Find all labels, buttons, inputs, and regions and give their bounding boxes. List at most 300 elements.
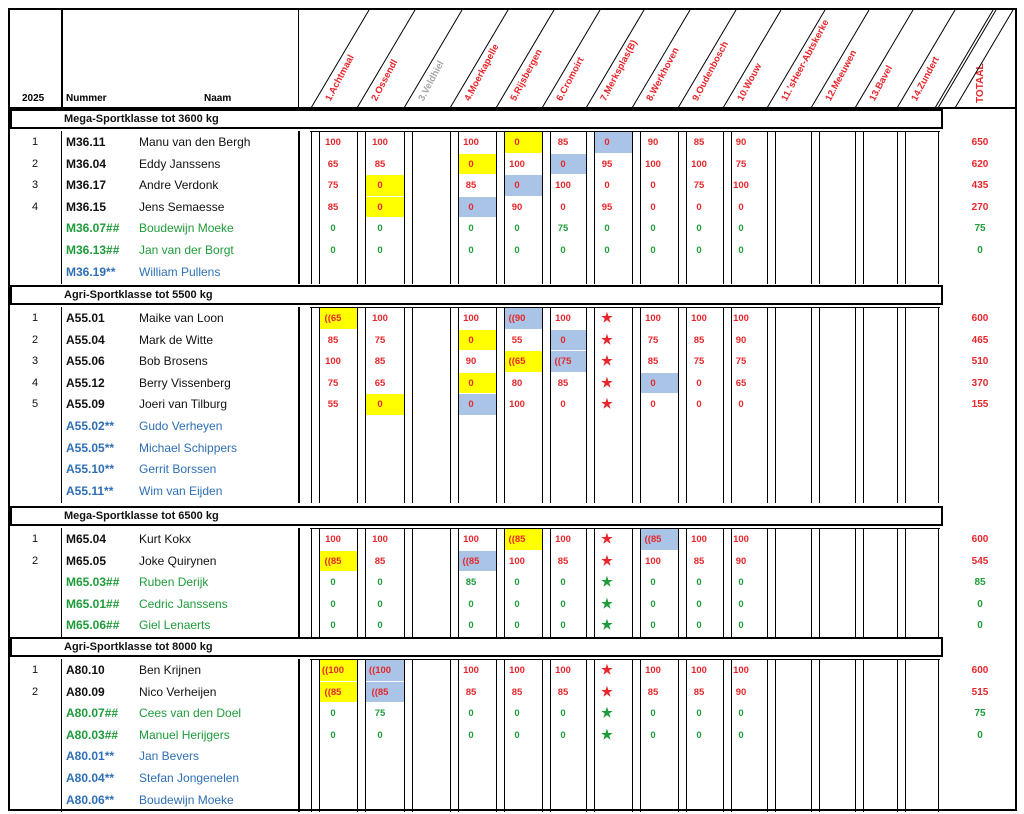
row-nummer: A55.10** [66,462,115,477]
row-total: 0 [977,245,983,256]
score-cell: 100 [463,313,479,324]
score-cell: 0 [650,180,656,192]
score-cell: 100 [733,180,749,192]
header-diagonal-line [311,10,369,108]
table-row [0,528,1024,550]
table-row [0,372,1024,394]
score-cell: 0 [377,577,383,589]
table-row [0,307,1024,329]
score-cell: ★ [601,574,613,590]
header-diagonal-line [404,10,462,108]
score-cell: 90 [647,137,659,148]
table-row [0,196,1024,218]
score-cell: ★ [601,683,613,699]
score-cell: 65 [374,377,386,389]
table-row [0,437,1024,459]
score-cell: 100 [372,313,388,324]
score-cell: 85 [557,377,569,389]
score-cell: 75 [327,377,339,389]
row-total: 270 [971,201,989,213]
row-rank: 4 [32,376,39,389]
row-nummer: A55.01 [66,311,105,325]
score-cell: 65 [735,377,747,389]
header-diagonal-line [855,10,913,108]
race-label-1: 1.Achtmaal [323,53,357,103]
header-year: 2025 [22,93,45,104]
row-rank: 2 [32,333,39,346]
score-cell: 0 [468,620,474,632]
row-total: 600 [971,534,989,545]
score-cell: ★ [601,726,613,742]
score-cell: 0 [560,577,566,589]
score-cell: 0 [377,598,383,610]
row-total: 600 [971,665,989,676]
row-rank: 2 [32,157,39,170]
score-cell: 100 [509,555,525,567]
score-cell: 75 [647,334,659,346]
score-cell: 0 [514,223,520,235]
col-nummer-line [61,8,63,108]
score-cell: 90 [735,686,747,698]
score-cell: 90 [735,137,747,148]
row-naam: William Pullens [139,264,221,279]
score-cell: 0 [514,729,520,741]
table-row [0,239,1024,261]
score-cell: ★ [601,617,613,633]
score-cell: 0 [696,201,702,213]
row-nummer: M36.15 [66,199,107,214]
score-cell: 100 [733,665,749,676]
row-naam: Giel Lenaerts [139,618,211,633]
table-row [0,550,1024,572]
row-total: 75 [974,223,986,235]
row-naam: Cees van den Doel [139,706,242,721]
row-nummer: A80.01** [66,749,115,764]
score-cell: 0 [468,399,474,411]
row-naam: Maike van Loon [139,311,224,325]
row-nummer: M36.11 [66,135,106,149]
header-totaal: TOTAAL [975,63,986,103]
row-naam: Manu van den Bergh [139,135,251,149]
section-title: Mega-Sportklasse tot 6500 kg [64,510,219,522]
row-naam: Andre Verdonk [139,178,219,193]
score-cell: 0 [468,729,474,741]
score-cell: 0 [738,223,744,235]
score-cell: 0 [650,245,656,256]
row-total: 620 [971,158,989,170]
score-cell: 0 [514,577,520,589]
score-cell: ★ [601,374,613,390]
score-cell: 0 [650,201,656,213]
score-cell: 100 [555,313,571,324]
score-cell: 75 [693,356,705,368]
score-cell: 85 [511,686,523,698]
score-cell: 0 [696,620,702,632]
row-total: 75 [974,708,986,720]
table-row [0,659,1024,681]
score-cell: 100 [691,534,707,545]
score-cell: 0 [468,708,474,720]
score-cell: 75 [327,180,339,192]
score-cell: 0 [377,180,383,192]
row-naam: Kurt Kokx [139,532,192,546]
row-rank: 5 [32,398,39,411]
score-cell: 75 [735,158,747,170]
score-cell: 0 [604,137,610,148]
score-cell: 90 [511,201,523,213]
row-nummer: M36.19** [66,264,116,279]
score-cell: 0 [604,180,610,192]
row-nummer: M36.07## [66,221,120,236]
race-label-14: 14.Zundert [909,54,942,103]
score-cell: 75 [735,356,747,368]
score-cell: 100 [645,555,661,567]
row-rank: 1 [32,533,39,545]
header-diagonal-line [723,10,781,108]
section-title: Mega-Sportklasse tot 3600 kg [64,113,219,125]
score-cell: 0 [696,377,702,389]
row-rank: 3 [32,179,39,192]
score-cell: 85 [557,555,569,567]
table-row [0,614,1024,636]
score-cell: ((85 [508,534,526,545]
row-total: 370 [971,377,989,389]
score-cell: 95 [601,201,613,213]
score-cell: 0 [377,245,383,256]
score-cell: 0 [377,620,383,632]
score-cell: 100 [645,313,661,324]
row-total: 0 [977,729,983,741]
row-nummer: M36.17 [66,178,107,193]
score-cell: 0 [738,729,744,741]
score-cell: 85 [647,686,659,698]
score-cell: ((75 [554,356,572,368]
score-cell: 0 [650,577,656,589]
score-cell: 0 [650,729,656,741]
score-cell: ★ [601,595,613,611]
score-cell: ((85 [324,686,342,698]
row-total: 435 [971,180,989,192]
score-cell: 0 [604,245,610,256]
score-cell: 0 [514,708,520,720]
score-cell: 0 [468,598,474,610]
row-naam: Ben Krijnen [139,663,202,677]
score-cell: 55 [511,334,523,346]
score-cell: 0 [560,399,566,411]
score-cell: 0 [330,708,336,720]
race-label-2: 2.Ossendl [369,57,401,103]
row-total: 600 [971,313,989,324]
row-naam: Wim van Eijden [139,483,223,498]
score-cell: ((65 [324,313,342,324]
score-cell: ((85 [462,555,480,567]
race-label-11: 11.'sHeer-Abtskerke [779,17,832,103]
race-label-9: 9.Oudenbosch [690,39,731,103]
score-cell: 85 [374,555,386,567]
row-nummer: A55.09 [66,397,105,412]
score-cell: 100 [733,534,749,545]
score-cell: 100 [555,665,571,676]
row-naam: Boudewijn Moeke [139,221,234,236]
score-cell: 0 [560,245,566,256]
row-rank: 2 [32,685,39,698]
score-cell: 0 [330,620,336,632]
race-label-5: 5.Rijsbergen [508,47,545,103]
row-nummer: M36.13## [66,243,120,257]
row-nummer: A80.04** [66,771,115,785]
row-naam: Mark de Witte [139,332,214,347]
row-nummer: A80.07## [66,706,119,721]
score-cell: 0 [650,620,656,632]
score-cell: 0 [377,729,383,741]
table-row [0,393,1024,415]
score-cell: 85 [693,137,705,148]
score-cell: ★ [601,396,613,412]
row-rank: 1 [32,664,39,676]
row-naam: Bob Brosens [139,354,208,369]
score-cell: 0 [738,708,744,720]
score-cell: 0 [514,245,520,256]
score-cell: 75 [374,334,386,346]
score-cell: 100 [509,665,525,676]
col-races-line [298,8,299,108]
row-rank: 1 [32,312,39,324]
row-nummer: A80.09 [66,684,105,699]
score-cell: 100 [645,665,661,676]
table-row [0,174,1024,196]
table-row [0,217,1024,239]
table-row [0,458,1024,480]
score-cell: ((85 [371,686,389,698]
score-cell: 75 [374,708,386,720]
score-cell: ((85 [644,534,662,545]
table-row [0,153,1024,175]
score-cell: ★ [601,705,613,721]
header-diagonal-line [496,10,554,108]
row-nummer: M36.04 [66,156,107,171]
header-diagonal-line [542,10,600,108]
score-cell: 100 [463,137,479,148]
score-cell: 90 [465,356,477,368]
race-label-13: 13.Bavel [867,63,896,103]
score-cell: 85 [374,356,386,368]
row-naam: Joeri van Tilburg [139,397,228,412]
score-cell: 85 [693,334,705,346]
table-row [0,350,1024,372]
score-cell: 100 [325,534,341,545]
race-label-12: 12.Meeuwen [823,48,860,103]
score-cell: 85 [327,334,339,346]
score-cell: 0 [560,620,566,632]
score-cell: 100 [691,665,707,676]
score-cell: 100 [691,313,707,324]
row-naam: Ruben Derijk [139,575,209,590]
section-title: Agri-Sportklasse tot 5500 kg [64,289,213,301]
score-cell: ★ [601,331,613,347]
table-row [0,131,1024,153]
score-cell: 90 [735,555,747,567]
score-cell: ((65 [508,356,526,368]
score-cell: 0 [696,708,702,720]
row-naam: Gerrit Borssen [139,462,217,477]
score-cell: ★ [601,662,613,677]
score-cell: 85 [327,201,339,213]
score-cell: 85 [647,356,659,368]
table-row [0,480,1024,502]
section-title: Agri-Sportklasse tot 8000 kg [64,641,213,653]
race-label-4: 4.Moerkapelle [462,42,502,103]
score-cell: 0 [738,399,744,411]
row-rank: 3 [32,355,39,368]
race-label-7: 7.Merksplas(B) [598,38,640,103]
row-total: 85 [974,577,986,589]
score-cell: 85 [465,577,477,589]
score-cell: ((90 [508,313,526,324]
row-naam: Jan van der Borgt [139,243,234,257]
score-cell: 100 [372,137,388,148]
table-row [0,724,1024,746]
row-total: 0 [977,598,983,610]
score-cell: 100 [645,158,661,170]
row-nummer: A55.11** [66,483,114,498]
table-row [0,767,1024,789]
row-nummer: A55.02** [66,419,115,433]
score-cell: ★ [601,310,613,325]
score-cell: 0 [696,729,702,741]
score-cell: 0 [738,577,744,589]
header-naam: Naam [204,93,232,104]
score-cell: 95 [601,158,613,170]
score-cell: 55 [327,399,339,411]
score-cell: 85 [465,686,477,698]
row-total: 545 [971,555,989,567]
score-cell: 0 [650,598,656,610]
score-cell: 75 [557,223,569,235]
score-cell: 0 [514,137,520,148]
row-nummer: M65.06## [66,618,120,633]
score-cell: 0 [330,729,336,741]
score-cell: 100 [463,665,479,676]
score-cell: 90 [735,334,747,346]
row-nummer: A55.04 [66,332,105,347]
score-cell: 0 [330,598,336,610]
row-total: 515 [971,686,989,698]
score-cell: 0 [468,223,474,235]
score-cell: 0 [604,223,610,235]
row-nummer: A55.06 [66,354,105,369]
score-cell: 100 [691,158,707,170]
score-cell: 0 [650,223,656,235]
row-rank: 1 [32,136,39,148]
race-label-6: 6.Cromoirt [554,55,587,103]
score-cell: ★ [601,353,613,369]
score-cell: 85 [465,180,477,192]
row-nummer: A80.06** [66,792,115,807]
score-cell: 0 [377,223,383,235]
score-cell: 100 [509,158,525,170]
row-total: 155 [971,399,989,411]
score-cell: 100 [372,534,388,545]
row-nummer: A80.03## [66,727,119,742]
score-cell: 100 [325,137,341,148]
score-cell: 100 [733,313,749,324]
header-diagonal-line [678,10,736,108]
score-cell: 100 [555,534,571,545]
score-cell: ★ [601,531,613,546]
score-cell: 0 [514,620,520,632]
score-cell: 85 [693,686,705,698]
row-rank: 2 [32,554,39,567]
row-naam: Jan Bevers [139,749,200,764]
score-cell: 100 [509,399,525,411]
score-cell: 0 [377,201,383,213]
score-cell: 0 [560,158,566,170]
score-cell: ((100 [368,665,392,676]
race-label-8: 8.Werkhoven [644,45,682,103]
score-cell: 0 [650,399,656,411]
score-cell: 0 [514,180,520,192]
score-cell: 0 [696,399,702,411]
row-nummer: M65.04 [66,532,107,546]
header-diagonal-line [450,10,508,108]
score-cell: 0 [650,708,656,720]
score-cell: 0 [468,245,474,256]
row-total: 510 [971,356,989,368]
score-cell: 0 [468,334,474,346]
row-naam: Eddy Janssens [139,156,221,171]
score-cell: 0 [560,598,566,610]
score-cell: 0 [514,598,520,610]
header-diagonal-line [632,10,690,108]
row-total: 465 [971,334,989,346]
header-diagonal-line [586,10,644,108]
row-nummer: M65.01## [66,596,120,611]
race-label-3: 3.Veldhiel [416,59,447,103]
score-cell: 0 [560,334,566,346]
score-cell: 0 [738,598,744,610]
table-row [0,415,1024,437]
score-cell: 0 [738,245,744,256]
score-cell: 75 [693,180,705,192]
score-cell: 0 [560,708,566,720]
row-naam: Nico Verheijen [139,684,217,699]
score-cell: 0 [468,377,474,389]
score-cell: ★ [601,552,613,568]
score-cell: 0 [330,223,336,235]
score-cell: 0 [696,598,702,610]
header-nummer: Nummer [66,93,107,104]
score-cell: 0 [738,201,744,213]
row-naam: Berry Vissenberg [139,375,231,390]
row-nummer: A80.10 [66,663,105,677]
row-naam: Manuel Herijgers [139,727,230,742]
score-cell: 100 [555,180,571,192]
header-diagonal-line [767,10,825,108]
table-row [0,745,1024,767]
table-row [0,789,1024,811]
score-cell: 0 [738,620,744,632]
score-cell: 0 [330,577,336,589]
table-row [0,329,1024,351]
row-nummer: A55.12 [66,375,105,390]
score-cell: ((100 [321,665,345,676]
score-cell: 0 [696,245,702,256]
score-cell: 0 [560,729,566,741]
score-cell: 0 [468,158,474,170]
row-naam: Joke Quirynen [139,553,217,568]
frame-top [8,8,1017,10]
row-total: 650 [971,137,989,148]
